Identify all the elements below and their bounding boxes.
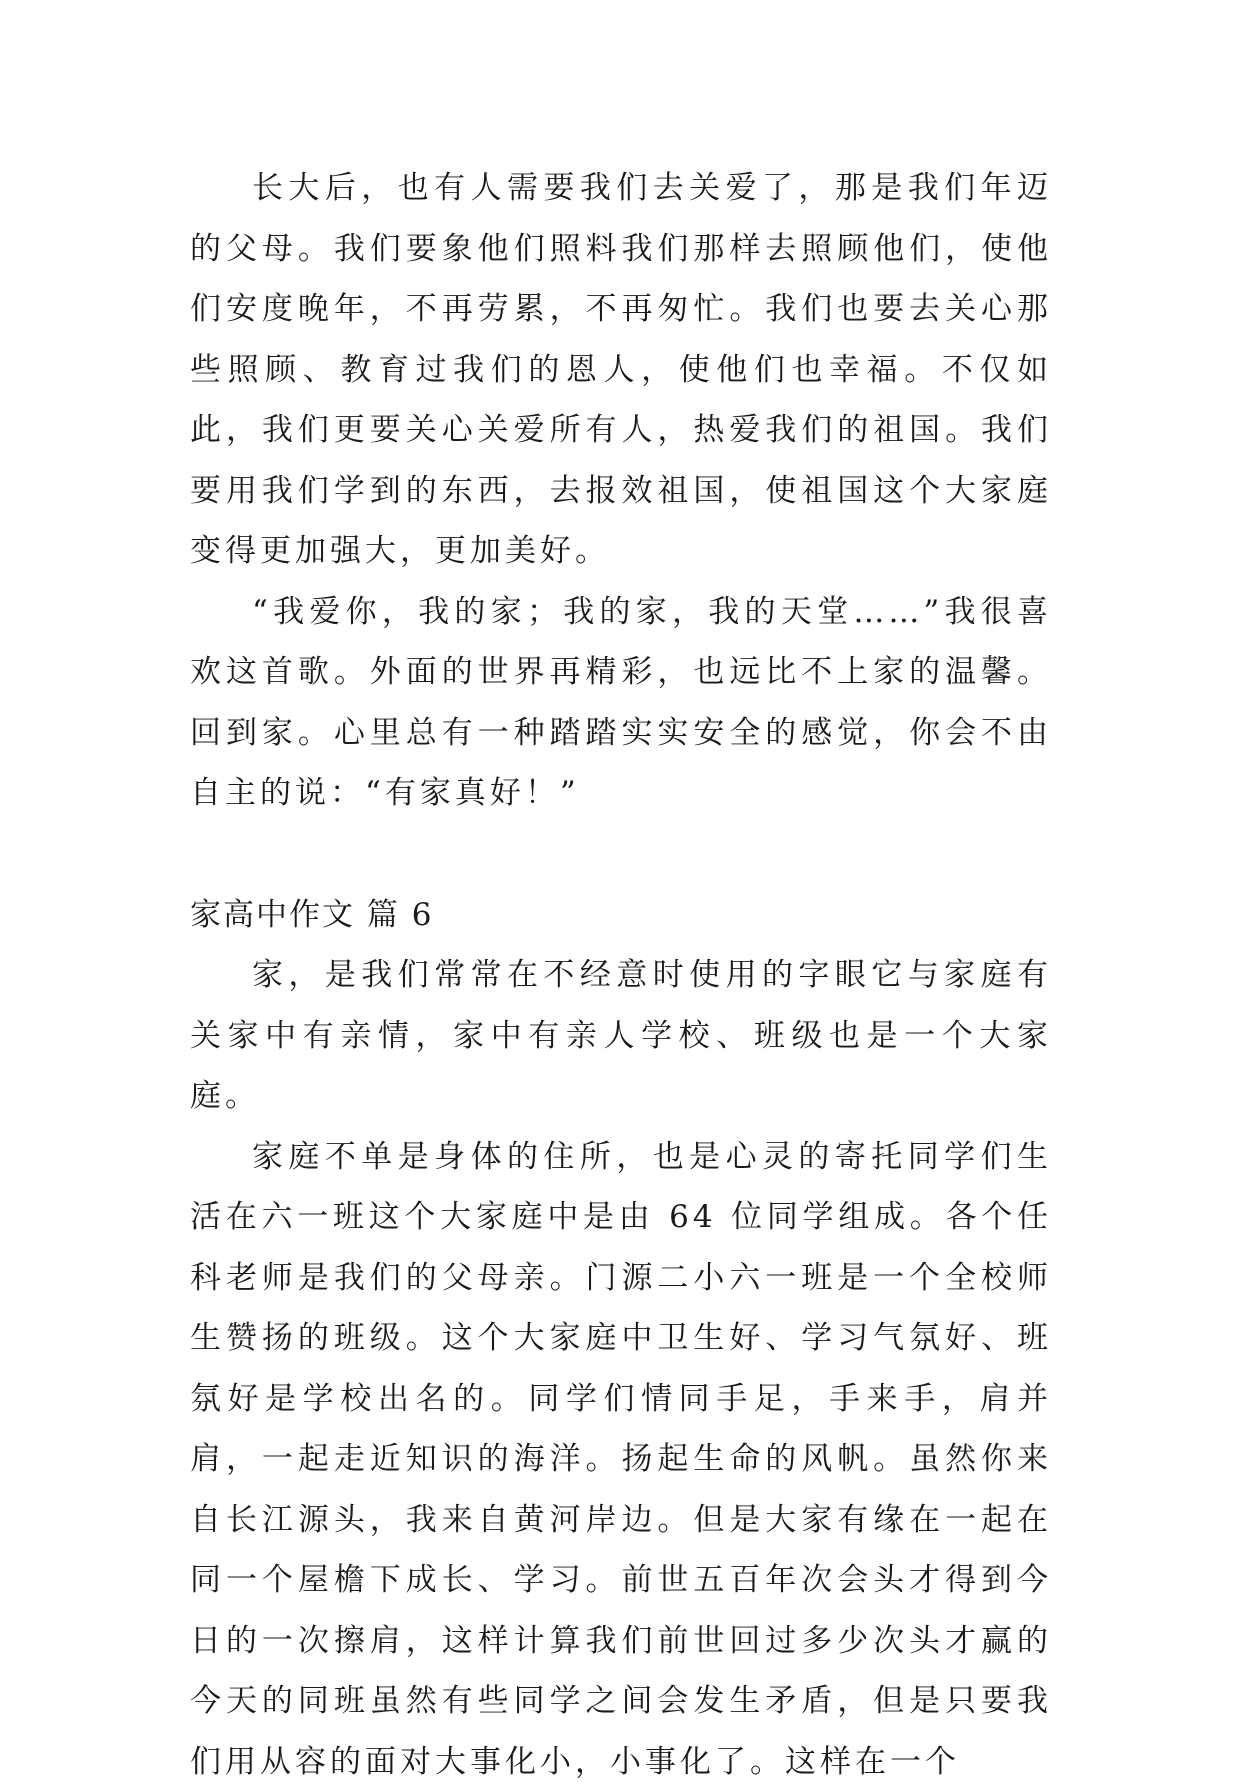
document-body bbox=[190, 158, 1052, 1792]
section-heading: 家高中作文 篇 6 bbox=[190, 885, 1052, 946]
paragraph-i-love-my-home: “我爱你，我的家；我的家，我的天堂……”我很喜欢这首歌。外面的世界再精彩，也远比不上家的温馨。回到家。心里总有一种踏踏实实安全的感觉，你会不由自主的说：“有家真好！” bbox=[190, 582, 1052, 824]
paragraph-meaning-of-home: 家，是我们常常在不经意时使用的字眼它与家庭有关家中有亲情，家中有亲人学校、班级也是一个大家庭。 bbox=[190, 945, 1052, 1127]
paragraph-caring-for-parents: 长大后，也有人需要我们去关爱了，那是我们年迈的父母。我们要象他们照料我们那样去照顾他们，使他们安度晚年，不再劳累，不再匆忙。我们也要去关心那些照顾、教育过我们的恩人，使他们也幸福。不仅如此，我们更要关心关爱所有人，热爱我们的祖国。我们要用我们学到的东西，去报效祖国，使祖国这个大家庭变得更加强大，更加美好。 bbox=[190, 158, 1052, 582]
paragraph-class-family: 家庭不单是身体的住所，也是心灵的寄托同学们生活在六一班这个大家庭中是由 64 位同学组成。各个任科老师是我们的父母亲。门源二小六一班是一个全校师生赞扬的班级。这个大家庭中卫生好、学习气氛好、班氛好是学校出名的。同学们情同手足，手来手，肩并肩，一起走近知识的海洋。扬起生命的风帆。虽然你来自长江源头，我来自黄河岸边。但是大家有缘在一起在同一个屋檐下成长、学习。前世五百年次会头才得到今日的一次擦肩，这样计算我们前世回过多少次头才赢的今天的同班虽然有些同学之间会发生矛盾，但是只要我们用从容的面对大事化小，小事化了。这样在一个 bbox=[190, 1127, 1052, 1792]
